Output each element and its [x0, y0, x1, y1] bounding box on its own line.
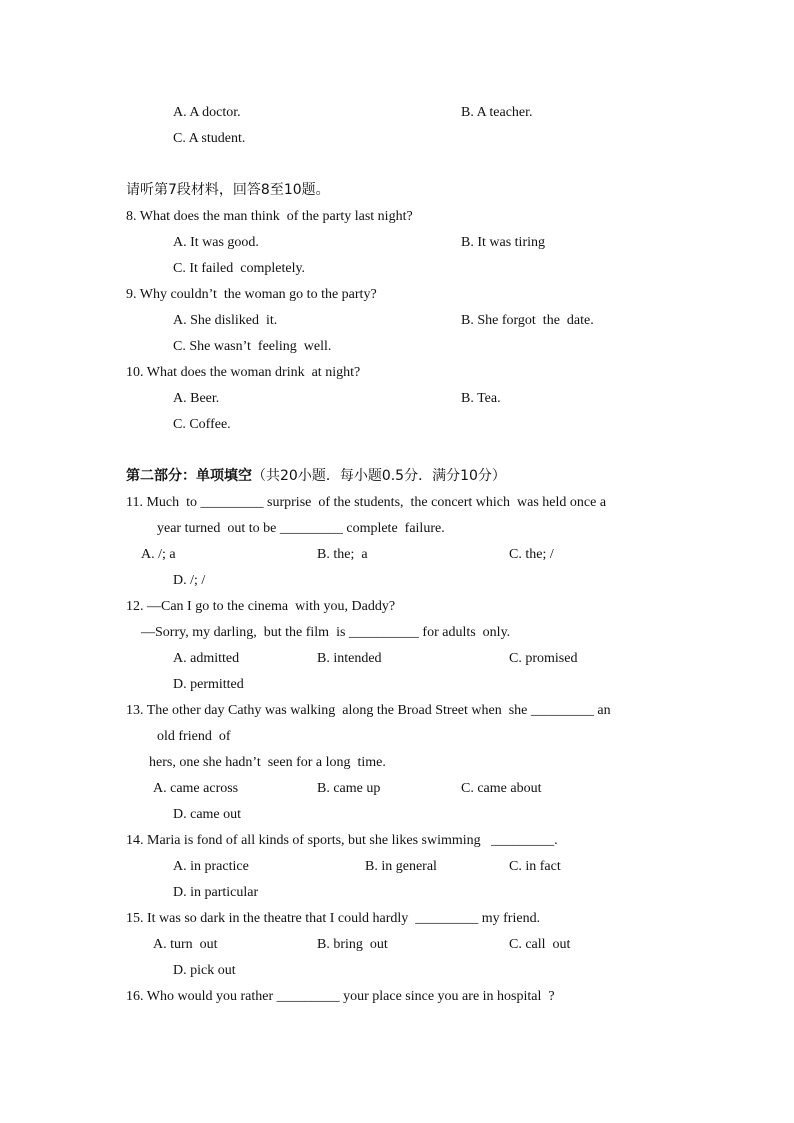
question-stem: 13. The other day Cathy was walking along the Broad Street when she _________ an	[126, 703, 611, 718]
option-c: C. in fact	[509, 859, 561, 874]
part-title: 第二部分：单项填空	[126, 468, 252, 484]
option-c: C. came about	[461, 781, 542, 796]
question-stem: 9. Why couldn’t the woman go to the party?	[126, 287, 377, 302]
question-stem-continued: year turned out to be _________ complete failure.	[157, 521, 445, 536]
option-c: C. Coffee.	[173, 417, 231, 432]
part-info: （共20小题．每小题0.5分．满分10分）	[252, 468, 506, 484]
option-a: A. came across	[153, 781, 239, 796]
question-stem: 15. It was so dark in the theatre that I could hardly _________ my friend.	[126, 911, 541, 926]
option-c: C. call out	[509, 937, 571, 952]
option-d: D. permitted	[173, 677, 244, 692]
option-a: A. Beer.	[173, 391, 220, 406]
question-stem: 16. Who would you rather _________ your place since you are in hospital ?	[126, 989, 555, 1004]
option-a: A. in practice	[173, 859, 249, 874]
option-d: D. came out	[173, 807, 242, 822]
option-a: A. turn out	[153, 937, 218, 952]
question-stem: 8. What does the man think of the party last night?	[126, 209, 413, 224]
option-a: A. /; a	[141, 547, 176, 562]
part-heading	[126, 467, 506, 485]
option-d: D. /; /	[173, 573, 206, 588]
option-a: A. admitted	[173, 651, 240, 666]
option-c: C. the; /	[509, 547, 554, 562]
question-stem-continued: old friend of	[157, 729, 231, 744]
question-stem: 14. Maria is fond of all kinds of sports, but she likes swimming _________.	[126, 833, 558, 848]
question-stem: 11. Much to _________ surprise of the students, the concert which was held once a	[126, 495, 607, 510]
option-a: A. She disliked it.	[173, 313, 278, 328]
question-stem-continued: hers, one she hadn’t seen for a long time.	[149, 755, 386, 770]
question-stem: 12. —Can I go to the cinema with you, Daddy?	[126, 599, 396, 614]
option-d: D. pick out	[173, 963, 236, 978]
option-c: C. It failed completely.	[173, 261, 306, 276]
option-d: D. in particular	[173, 885, 259, 900]
question-stem: 10. What does the woman drink at night?	[126, 365, 361, 380]
section-heading: 请听第7段材料，回答8至10题。	[126, 182, 330, 198]
option-b: B. in general	[365, 859, 437, 874]
option-c: C. A student.	[173, 131, 246, 146]
option-a: A. A doctor.	[173, 105, 241, 120]
option-b: B. intended	[317, 651, 382, 666]
option-b: B. came up	[317, 781, 381, 796]
option-b: B. It was tiring	[461, 235, 545, 250]
option-b: B. the; a	[317, 547, 368, 562]
option-b: B. bring out	[317, 937, 388, 952]
option-c: C. promised	[509, 651, 578, 666]
option-b: B. Tea.	[461, 391, 501, 406]
option-b: B. She forgot the date.	[461, 313, 594, 328]
option-b: B. A teacher.	[461, 105, 533, 120]
option-c: C. She wasn’t feeling well.	[173, 339, 332, 354]
option-a: A. It was good.	[173, 235, 259, 250]
question-stem-continued: —Sorry, my darling, but the film is __________ for adults only.	[141, 625, 511, 640]
